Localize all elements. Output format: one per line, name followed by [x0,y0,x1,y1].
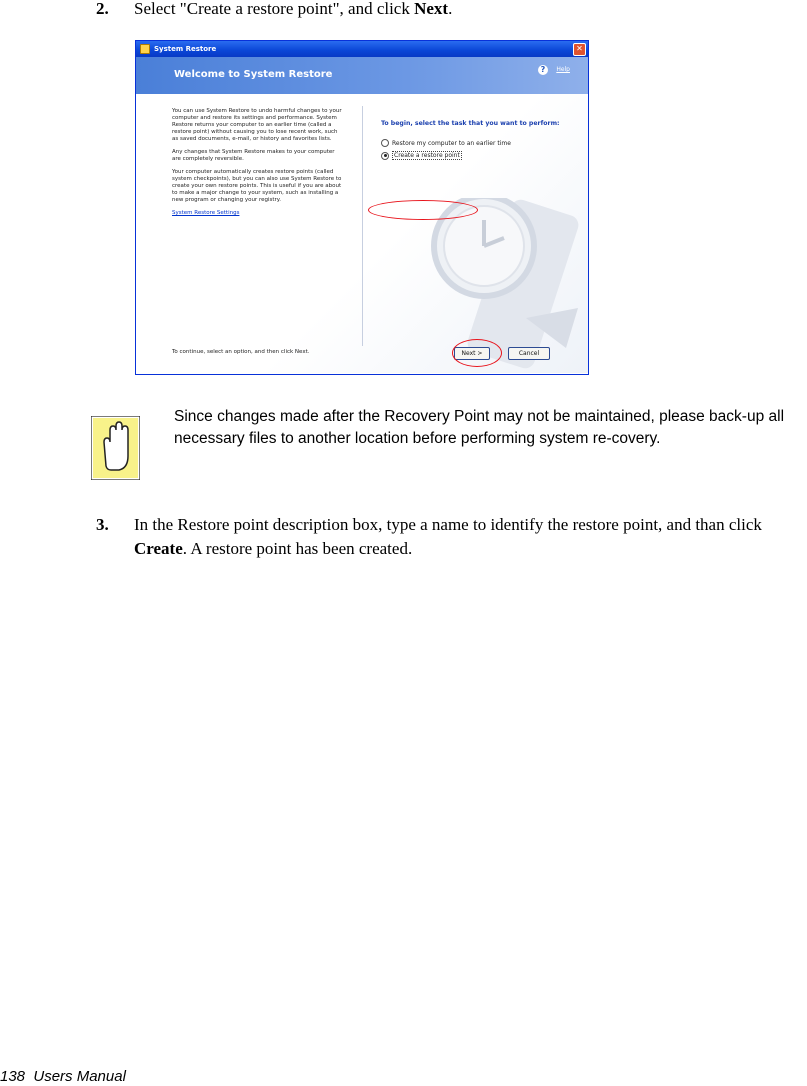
next-button[interactable]: Next > [454,347,490,360]
window-header [136,57,588,94]
task-prompt: To begin, select the task that you want to perform: [381,120,560,127]
page-footer [0,1068,126,1085]
step-text [134,0,452,21]
radio-icon[interactable] [381,139,389,147]
step-number: 3. [96,515,109,534]
intro-paragraph-3: Your computer automatically creates restore points (called system checkpoints), but you can also use System Restore to create your own restore points. This is useful if you are about to make a major change to your system, such as installing a new program or changing your registry. [172,169,342,203]
step-text-bold: Next [414,0,449,18]
radio-selected-icon[interactable] [381,152,389,160]
option-restore-label: Restore my computer to an earlier time [392,139,511,147]
step-text-end: . [448,0,453,18]
option-restore[interactable] [381,139,560,147]
step-text-plain: Select "Create a restore point", and click [134,0,415,18]
intro-paragraph-2: Any changes that System Restore makes to your computer are completely reversible. [172,149,335,162]
continue-instruction: To continue, select an option, and then click Next. [172,349,310,355]
step-number: 2. [96,0,109,18]
manual-title: Users Manual [33,1068,126,1085]
task-panel [381,120,560,164]
help-icon[interactable]: ? [538,65,548,75]
highlight-circle-next [452,339,502,367]
highlight-circle-option [368,200,478,220]
cancel-button[interactable]: Cancel [508,347,550,360]
close-icon[interactable]: ✕ [573,43,586,56]
caution-note: Since changes made after the Recovery Point may not be maintained, please back-up all necessary files to another location before performing system re-covery. [174,408,785,447]
intro-text [172,108,344,217]
option-create[interactable] [381,151,560,160]
header-title: Welcome to System Restore [174,69,333,80]
step-text-end: . A restore point has been created. [182,539,413,558]
column-divider [362,106,363,346]
page-number: 138 [0,1068,26,1085]
window-body [136,94,588,373]
option-create-label: Create a restore point [394,152,460,159]
step-text [134,513,806,561]
system-restore-window [135,40,589,375]
step-text-bold: Create [134,539,183,558]
stop-hand-icon [91,416,140,480]
system-restore-icon [140,44,150,54]
window-titlebar [136,41,588,57]
step-text-plain: In the Restore point description box, type a name to identify the restore point, and than click [134,515,762,534]
settings-link[interactable]: System Restore Settings [172,210,240,216]
help-link[interactable]: Help [556,66,570,73]
window-title: System Restore [154,45,217,53]
intro-paragraph-1: You can use System Restore to undo harmful changes to your computer and restore its settings and performance. System Restore returns your computer to an earlier time (called a restore point) without causing you to lose recent work, such as saved documents, e-mail, or history and favorites lists. [172,108,342,142]
